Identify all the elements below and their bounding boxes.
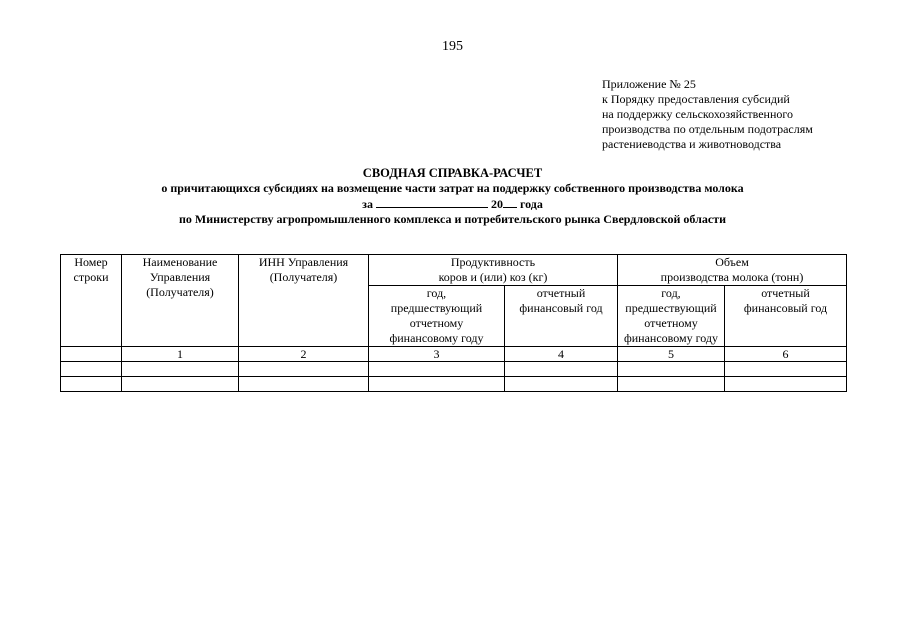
- header-row-number: Номер строки: [61, 255, 122, 347]
- table-cell: [618, 377, 725, 392]
- header-productivity-report-year: отчетный финансовый год: [505, 286, 618, 347]
- header-productivity: Продуктивность коров и (или) коз (кг): [369, 255, 618, 286]
- appendix-line: на поддержку сельскохозяйственного: [602, 107, 794, 121]
- header-productivity-prev-year: год, предшествующий отчетному финансовому году: [369, 286, 505, 347]
- document-subtitle: о причитающихся субсидиях на возмещение части затрат на поддержку собственного производства молока: [161, 181, 744, 195]
- table-cell: [369, 377, 505, 392]
- column-number-cell: 4: [505, 347, 618, 362]
- column-number-cell: 6: [725, 347, 847, 362]
- period-blank-field: [376, 196, 488, 208]
- appendix-line: производства по отдельным подотраслям: [602, 122, 813, 136]
- table-cell: [369, 362, 505, 377]
- table-cell: [122, 362, 239, 377]
- table-cell: [505, 362, 618, 377]
- header-milk-volume: Объем производства молока (тонн): [618, 255, 847, 286]
- table-cell: [239, 377, 369, 392]
- period-year-prefix: 20: [490, 197, 503, 211]
- ministry-line: по Министерству агропромышленного комплекса и потребительского рынка Свердловской области: [179, 212, 726, 226]
- table-cell: [61, 362, 122, 377]
- table-cell: [239, 362, 369, 377]
- period-suffix: года: [519, 197, 543, 211]
- table-cell: [725, 362, 847, 377]
- period-year-blank-field: [503, 196, 517, 208]
- table-row: [61, 377, 847, 392]
- column-number-cell: 1: [122, 347, 239, 362]
- table-row: [61, 362, 847, 377]
- appendix-line: растениеводства и животноводства: [602, 137, 782, 151]
- document-title-block: [0, 166, 905, 227]
- column-number-cell: 2: [239, 347, 369, 362]
- header-recipient-name: Наименование Управления (Получателя): [122, 255, 239, 347]
- period-prefix: за: [362, 197, 373, 211]
- header-inn: ИНН Управления (Получателя): [239, 255, 369, 347]
- header-volume-prev-year: год, предшествующий отчетному финансовому году: [618, 286, 725, 347]
- column-number-cell: [61, 347, 122, 362]
- table-cell: [505, 377, 618, 392]
- appendix-note: [602, 77, 813, 152]
- column-number-cell: 3: [369, 347, 505, 362]
- page-number: 195: [442, 39, 463, 54]
- table-cell: [122, 377, 239, 392]
- reporting-period-line: [0, 196, 905, 212]
- table-cell: [618, 362, 725, 377]
- column-number-cell: 5: [618, 347, 725, 362]
- report-table: [60, 254, 847, 392]
- appendix-line: к Порядку предоставления субсидий: [602, 92, 790, 106]
- document-title: СВОДНАЯ СПРАВКА-РАСЧЕТ: [362, 166, 543, 180]
- column-number-row: [61, 347, 847, 362]
- appendix-line: Приложение № 25: [602, 77, 696, 91]
- table-cell: [725, 377, 847, 392]
- table-cell: [61, 377, 122, 392]
- header-volume-report-year: отчетный финансовый год: [725, 286, 847, 347]
